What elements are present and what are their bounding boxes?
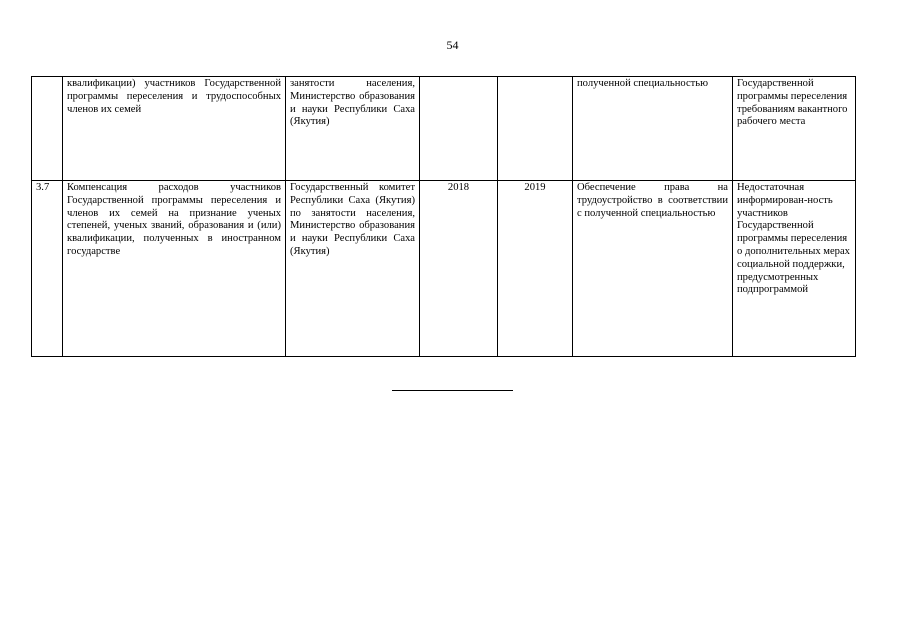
- result-cell: полученной специальностью: [573, 77, 733, 181]
- consequence-cell: Недостаточная информирован-ность участников Государственной программы переселения о дополнительных мерах социальной поддержки, предусмотренных подпрограммой: [733, 181, 856, 357]
- measures-table: [31, 76, 856, 357]
- result-cell: Обеспечение права на трудоустройство в соответствии с полученной специальностью: [573, 181, 733, 357]
- consequence-cell: Государственной программы переселения требованиям вакантного рабочего места: [733, 77, 856, 181]
- table-row: [32, 181, 856, 357]
- page-number: 54: [446, 38, 459, 52]
- start-year-cell: 2018: [420, 181, 498, 357]
- measure-cell: квалификации) участников Государственной программы переселения и трудоспособных членов их семей: [63, 77, 286, 181]
- row-number-cell: 3.7: [32, 181, 63, 357]
- end-year-cell: [498, 77, 573, 181]
- start-year-cell: [420, 77, 498, 181]
- row-number-cell: [32, 77, 63, 181]
- table-row: [32, 77, 856, 181]
- measure-cell: Компенсация расходов участников Государственной программы переселения и членов их семей на признание ученых степеней, ученых званий, образования и (или) квалификации, полученных в иностранном государстве: [63, 181, 286, 357]
- executor-cell: Государственный комитет Республики Саха (Якутия) по занятости населения, Министерство образования и науки Республики Саха (Якутия): [286, 181, 420, 357]
- footnote-separator-line: [392, 390, 513, 391]
- end-year-cell: 2019: [498, 181, 573, 357]
- executor-cell: занятости населения, Министерство образования и науки Республики Саха (Якутия): [286, 77, 420, 181]
